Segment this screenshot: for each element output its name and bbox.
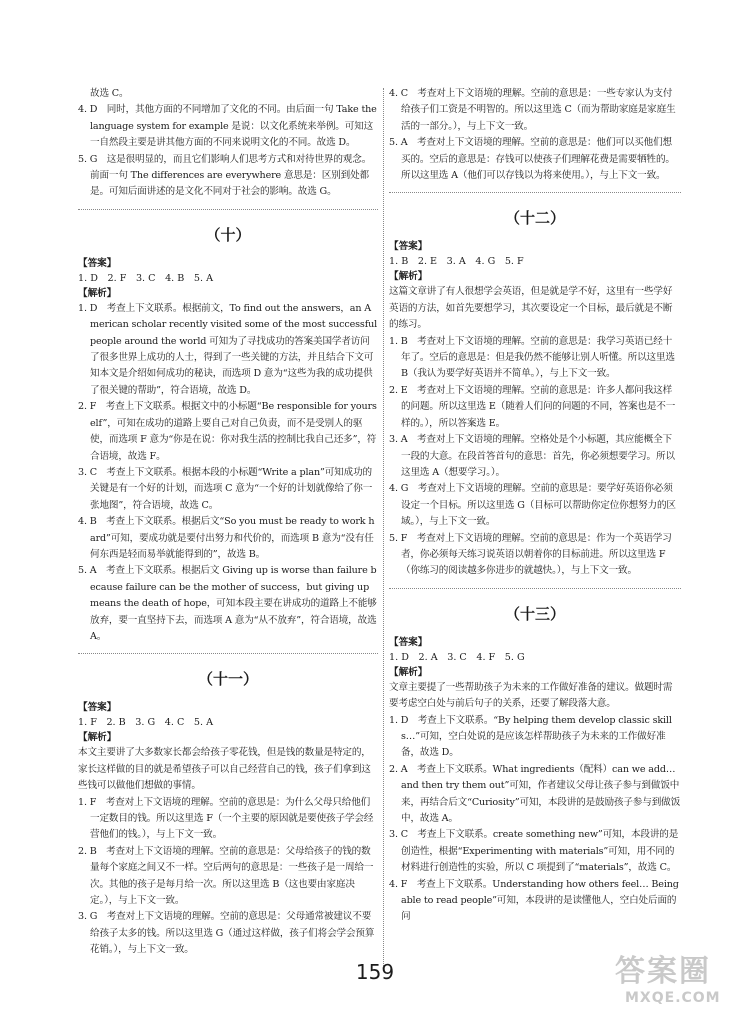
paragraph: 4. B 考查上下文联系。根据后文“So you must be ready to work hard”可知，要成功就是要付出努力和代价的，而选项 B 意为“没有任何东西是轻而易举就能得到的”，故选 B。: [78, 516, 375, 560]
page-number: 159: [355, 960, 395, 984]
watermark-logo: [615, 955, 745, 1015]
watermark-bottom: MXQE.COM: [625, 990, 721, 1006]
answer-keys: 1. F 2. B 3. G 4. C 5. A: [78, 717, 214, 729]
answer-label: 【答案】: [78, 702, 117, 714]
paragraph: 1. B 考查对上下文语境的理解。空前的意思是：我学习英语已经十年了。空后的意思是：但是我仍然不能够让别人听懂。所以这里选 B（我认为要学好英语并不简单。），与上下文一致。: [389, 335, 675, 380]
paragraph: 4. D 同时，其他方面的不同增加了文化的不同。由后面一句 Take the language system for example 是说：以文化系统来举例。可知这一自然段主要是讲其他方面的不同来说明文化的不同。故选 D。: [78, 104, 377, 149]
section-divider: [389, 192, 681, 193]
answer-label: 【答案】: [389, 636, 428, 648]
paragraph: 3. G 考查对上下文语境的理解。空前的意思是：父母通常被建议不要给孩子太多的钱。所以这里选 G（通过这样做，孩子们将会学会预算花销。），与上下文一致。: [78, 911, 375, 956]
analysis-label: 【解析】: [389, 666, 428, 678]
watermark-top: 答案圈: [615, 954, 711, 989]
paragraph: 1. D 考查上下文联系。根据前文，To find out the answers，an American scholar recently visited some of the most successful people around the world 可知为了寻找成功的答案美国学者访问了很多世界上成功的人士，得到了一些关键的方法，并且结合下文可知本文是介绍如何成功的秘诀，而选项 D 意为“这些为我的成功提供了很关键的帮助”，符合语境，故选 D。: [78, 302, 378, 396]
answer-label: 【答案】: [78, 257, 117, 269]
paragraph: 2. F 考查上下文联系。根据文中的小标题“Be responsible for yourself”，可知在成功的道路上要自己对自己负责，而不是受别人的驱使，而选项 F 意为“你是在说：你对我生活的控制比我自己还多”，符合语境，故选 F。: [78, 401, 377, 462]
left-top-block: [78, 86, 378, 201]
paragraph: 本文主要讲了大多数家长都会给孩子零花钱，但是钱的数量是特定的，家长这样做的目的就是希望孩子可以自己经营自己的钱，孩子们拿到这些钱可以做他们想做的事情。: [78, 747, 371, 792]
section-title-11: （十一）: [197, 670, 258, 689]
section-divider: [389, 588, 681, 589]
paragraph: 4. C 考查对上下文语境的理解。空前的意思是：一些专家认为支付给孩子们工资是不明智的。所以这里选 C（而为帮助家庭是家庭生活的一部分。），与上下文一致。: [389, 88, 676, 132]
right-column: [389, 86, 681, 926]
paragraph: 4. F 考查上下文联系。Understanding how others feel… Being able to read people”可知，本段讲的是读懂他人，空白处后面的问: [389, 878, 679, 923]
paragraph: 3. C 考查上下文联系。根据本段的小标题“Write a plan”可知成功的关键是有一个好的计划，而选项 C 意为“一个好的计划就像给了你一张地图”，符合语境，故选 C。: [78, 466, 373, 511]
paragraph: 5. F 考查对上下文语境的理解。空前的意思是：作为一个英语学习者，你必须每天练习说英语以朝着你的目标前进。所以这里选 F（你练习的阅读越多你进步的就越快。），与上下文一致。: [389, 532, 672, 577]
paragraph: 3. C 考查上下文联系。create something new”可知，本段讲的是创造性，根据“Experimenting with materials”可知，用不同的材料进行创造性的实验，所以 C 项提到了“materials”，故选 C。: [389, 829, 679, 874]
answer-keys: 1. D 2. A 3. C 4. F 5. G: [389, 651, 525, 663]
analysis-label: 【解析】: [78, 732, 117, 744]
paragraph: 5. G 这是很明显的，而且它们影响人们思考方式和对待世界的观念。前面一句 The differences are everywhere 意思是：区别到处都是。可知后面讲述的是文化不同对于社会的影响。故选 G。: [78, 153, 372, 198]
answer-keys: 1. B 2. E 3. A 4. G 5. F: [389, 256, 524, 268]
paragraph: 4. G 考查对上下文语境的理解。空前的意思是：要学好英语你必须设定一个目标。所以这里选 G（目标可以帮助你定位你想努力的区域。），与上下文一致。: [389, 483, 676, 528]
left-column: [78, 86, 378, 959]
section-divider: [78, 209, 378, 210]
paragraph: 5. A 考查对上下文语境的理解。空前的意思是：他们可以买他们想买的。空后的意思是：存钱可以使孩子们理解花费是需要牺牲的。所以这里选 A（他们可以存钱以为将来使用。），与上下文一致。: [389, 137, 675, 182]
paragraph: 2. B 考查对上下文语境的理解。空前的意思是：父母给孩子的钱的数量每个家庭之间又不一样。空后两句的意思是：一些孩子是一周给一次。其他的孩子是每月给一次。所以这里选 B（这也要由家庭决定。），与上下文一致。: [78, 845, 374, 907]
paragraph: 文章主要提了一些帮助孩子为未来的工作做好准备的建议。做题时需要考虑空白处与前后句子的关系，还要了解段落大意。: [389, 681, 673, 710]
analysis-label: 【解析】: [78, 287, 117, 299]
analysis-label: 【解析】: [389, 271, 428, 283]
section-divider: [78, 653, 378, 654]
paragraph: 5. A 考查上下文联系。根据后文 Giving up is worse than failure because failure can be the mother of success，but giving up means the death of hope，可知本段主要在讲成功的道路上不能够放弃，要一直坚持下去，而选项 A 意为“从不放弃”，符合语境，故选 A。: [78, 565, 377, 642]
answer-keys: 1. D 2. F 3. C 4. B 5. A: [78, 272, 214, 284]
paragraph: 2. A 考查上下文联系。What ingredients（配料）can we add… and then try them out”可知，作者建议父母让孩子参与到做饭中来，再结合后文“Curiosity”可知，本段讲的是鼓励孩子参与到做饭中，故选 A。: [389, 763, 681, 824]
paragraph: 2. E 考查对上下文语境的理解。空前的意思是：许多人都问我这样的问题。所以这里选 E（随着人们问的问题的不同，答案也是不一样的。），所以答案选 E。: [389, 384, 676, 429]
paragraph: 这篇文章讲了有人很想学会英语，但是就是学不好，这里有一些学好英语的方法，如首先要想学习，其次要设定一个目标，最后就是不断的练习。: [389, 286, 673, 331]
paragraph: 3. A 考查对上下文语境的理解。空格处是个小标题，其应能概全下一段的大意。在段首答首句的意思：首先，你必须想要学习。所以这里选 A（想要学习。）。: [389, 434, 675, 478]
answer-label: 【答案】: [389, 241, 428, 253]
column-divider: [383, 88, 384, 968]
paragraph: 1. D 考查上下文联系。“By helping them develop classic skills…”可知，空白处说的是应该怎样帮助孩子为未来的工作做好准备，故选 D。: [389, 714, 672, 759]
paragraph: 1. F 考查对上下文语境的理解。空前的意思是：为什么父母只给他们一定数目的钱。所以这里选 F（一个主要的原因就是要使孩子学会经营他们的钱。），与上下文一致。: [78, 796, 374, 841]
section-title-13: （十三）: [504, 604, 565, 623]
section-title-12: （十二）: [504, 209, 565, 228]
section-title-10: （十）: [205, 225, 251, 244]
paragraph: 故选 C。: [90, 88, 129, 99]
